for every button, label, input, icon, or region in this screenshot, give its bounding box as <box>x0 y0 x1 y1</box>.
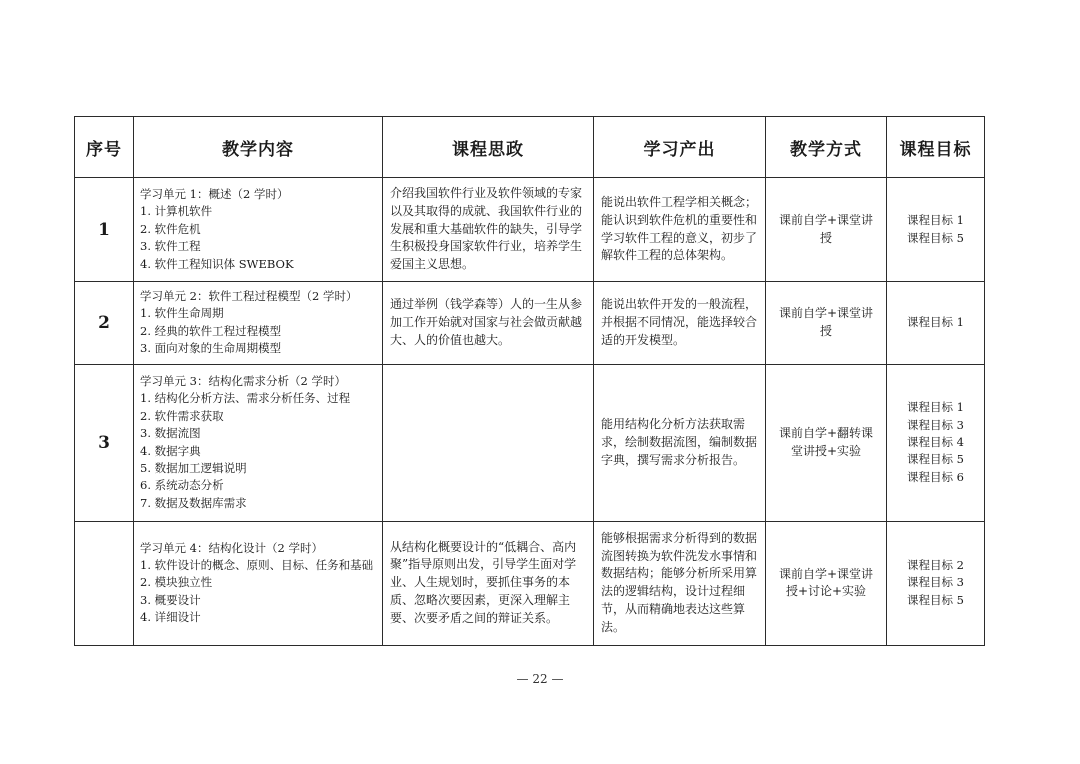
goal-item: 课程目标 2 <box>907 558 964 573</box>
course-goals <box>887 282 985 365</box>
row-number: 3 <box>75 364 134 521</box>
content-item: 4. 软件工程知识体 SWEBOK <box>140 256 294 271</box>
teaching-method: 课前自学+翻转课堂讲授+实验 <box>766 364 887 521</box>
goal-item: 课程目标 1 <box>907 400 964 415</box>
content-item: 4. 数据字典 <box>140 443 201 458</box>
header-output: 学习产出 <box>594 117 766 178</box>
header-ideology: 课程思政 <box>383 117 594 178</box>
content-item: 1. 计算机软件 <box>140 204 213 219</box>
teaching-content <box>134 282 383 365</box>
course-goals <box>887 364 985 521</box>
table-row <box>75 282 985 365</box>
content-item: 3. 软件工程 <box>140 239 201 254</box>
unit-title: 学习单元 4：结构化设计（2 学时） <box>140 540 323 555</box>
teaching-method: 课前自学+课堂讲授 <box>766 282 887 365</box>
content-item: 2. 软件需求获取 <box>140 408 224 423</box>
content-item: 1. 结构化分析方法、需求分析任务、过程 <box>140 391 351 406</box>
syllabus-table <box>74 116 985 646</box>
header-no: 序号 <box>75 117 134 178</box>
teaching-content <box>134 521 383 645</box>
goal-item: 课程目标 1 <box>907 213 964 228</box>
unit-title: 学习单元 3：结构化需求分析（2 学时） <box>140 374 346 388</box>
content-item: 2. 软件危机 <box>140 221 201 236</box>
goal-item: 课程目标 4 <box>907 434 964 449</box>
unit-title: 学习单元 1：概述（2 学时） <box>140 186 289 201</box>
row-number <box>75 521 134 645</box>
course-goals <box>887 521 985 645</box>
teaching-content <box>134 364 383 521</box>
ideology-text: 从结构化概要设计的“低耦合、高内聚”指导原则出发，引导学生面对学业、人生规划时，要抓住事务的本质、忽略次要因素，更深入理解主要、次要矛盾之间的辩证关系。 <box>383 521 594 645</box>
content-item: 3. 面向对象的生命周期模型 <box>140 341 282 356</box>
header-content: 教学内容 <box>134 117 383 178</box>
goal-item: 课程目标 5 <box>907 230 964 245</box>
content-item: 1. 软件设计的概念、原则、目标、任务和基础 <box>140 558 374 573</box>
content-item: 4. 详细设计 <box>140 610 201 625</box>
unit-title: 学习单元 2：软件工程过程模型（2 学时） <box>140 289 358 303</box>
learning-output: 能说出软件工程学相关概念；能认识到软件危机的重要性和学习软件工程的意义，初步了解软件工程的总体架构。 <box>594 178 766 282</box>
row-number: 1 <box>75 178 134 282</box>
page-number: — 22 — <box>516 672 564 686</box>
header-method: 教学方式 <box>766 117 887 178</box>
goal-item: 课程目标 6 <box>907 469 964 484</box>
learning-output: 能用结构化分析方法获取需求，绘制数据流图，编制数据字典，撰写需求分析报告。 <box>594 364 766 521</box>
ideology-text <box>383 364 594 521</box>
table-row <box>75 521 985 645</box>
content-item: 2. 经典的软件工程过程模型 <box>140 323 282 338</box>
content-item: 2. 模块独立性 <box>140 575 213 590</box>
header-goals: 课程目标 <box>887 117 985 178</box>
content-item: 5. 数据加工逻辑说明 <box>140 461 247 476</box>
teaching-method: 课前自学+课堂讲授+讨论+实验 <box>766 521 887 645</box>
course-goals <box>887 178 985 282</box>
content-item: 3. 数据流图 <box>140 426 201 441</box>
goal-item: 课程目标 5 <box>907 452 964 467</box>
header-row <box>75 117 985 178</box>
goal-item: 课程目标 1 <box>907 315 964 330</box>
content-item: 1. 软件生命周期 <box>140 306 224 321</box>
table-row <box>75 364 985 521</box>
learning-output: 能够根据需求分析得到的数据流图转换为软件洗发水事情和数据结构；能够分析所采用算法的逻辑结构，设计过程细节，从而精确地表达这些算法。 <box>594 521 766 645</box>
teaching-content <box>134 178 383 282</box>
content-item: 7. 数据及数据库需求 <box>140 495 247 510</box>
ideology-text: 通过举例（钱学森等）人的一生从参加工作开始就对国家与社会做贡献越大、人的价值也越大。 <box>383 282 594 365</box>
content-item: 3. 概要设计 <box>140 592 201 607</box>
row-number: 2 <box>75 282 134 365</box>
goal-item: 课程目标 3 <box>907 575 964 590</box>
goal-item: 课程目标 3 <box>907 417 964 432</box>
ideology-text: 介绍我国软件行业及软件领域的专家以及其取得的成就、我国软件行业的发展和重大基础软件的缺失，引导学生积极投身国家软件行业，培养学生爱国主义思想。 <box>383 178 594 282</box>
table-row <box>75 178 985 282</box>
content-item: 6. 系统动态分析 <box>140 478 224 493</box>
teaching-method: 课前自学+课堂讲授 <box>766 178 887 282</box>
goal-item: 课程目标 5 <box>907 592 964 607</box>
learning-output: 能说出软件开发的一般流程，并根据不同情况，能选择较合适的开发模型。 <box>594 282 766 365</box>
